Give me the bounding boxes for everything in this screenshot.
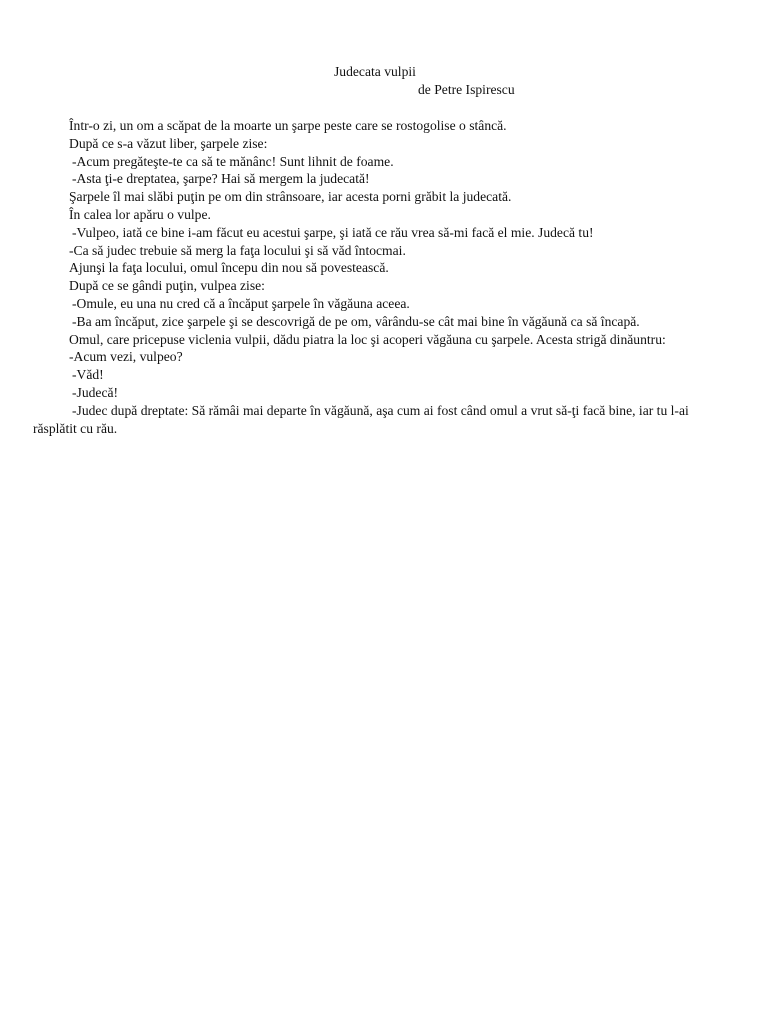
paragraph: -Ba am încăput, zice şarpele şi se descovrigă de pe om, vârându-se cât mai bine în văgăună ca să încapă. [72, 313, 640, 329]
document-author: de Petre Ispirescu [418, 82, 515, 97]
paragraph: După ce s-a văzut liber, şarpele zise: [69, 135, 268, 151]
paragraph: -Acum pregăteşte-te ca să te mănânc! Sunt lihnit de foame. [72, 153, 394, 169]
paragraph: -Acum vezi, vulpeo? [69, 349, 183, 365]
paragraph: Ajunşi la faţa locului, omul începu din nou să povestească. [69, 260, 389, 276]
paragraph: -Asta ţi-e dreptatea, şarpe? Hai să mergem la judecată! [72, 171, 370, 187]
paragraph: Într-o zi, un om a scăpat de la moarte un şarpe peste care se rostogolise o stâncă. [69, 118, 507, 133]
paragraph: -Văd! [72, 367, 104, 383]
paragraph: -Judecă! [72, 384, 119, 400]
document-body [33, 117, 733, 437]
paragraph: După ce se gândi puţin, vulpea zise: [69, 278, 265, 294]
paragraph: -Judec după dreptate: Să rămâi mai departe în văgăună, aşa cum ai fost când omul a vrut să-ţi facă bine, iar tu l-ai răsplătit cu rău. [33, 402, 689, 436]
document-title: Judecata vulpii [334, 64, 416, 79]
paragraph: -Ca să judec trebuie să merg la faţa locului şi să văd întocmai. [69, 242, 406, 258]
paragraph: -Omule, eu una nu cred că a încăput şarpele în văgăuna aceea. [72, 295, 410, 311]
paragraph: Şarpele îl mai slăbi puţin pe om din strânsoare, iar acesta porni grăbit la judecată. [69, 189, 512, 205]
paragraph: -Vulpeo, iată ce bine i-am făcut eu acestui şarpe, şi iată ce rău vrea să-mi facă el mie. Judecă tu! [72, 224, 594, 240]
paragraph: În calea lor apăru o vulpe. [69, 206, 211, 222]
paragraph: Omul, care pricepuse viclenia vulpii, dădu piatra la loc şi acoperi văgăuna cu şarpele. Acesta strigă dinăuntru: [69, 331, 666, 347]
